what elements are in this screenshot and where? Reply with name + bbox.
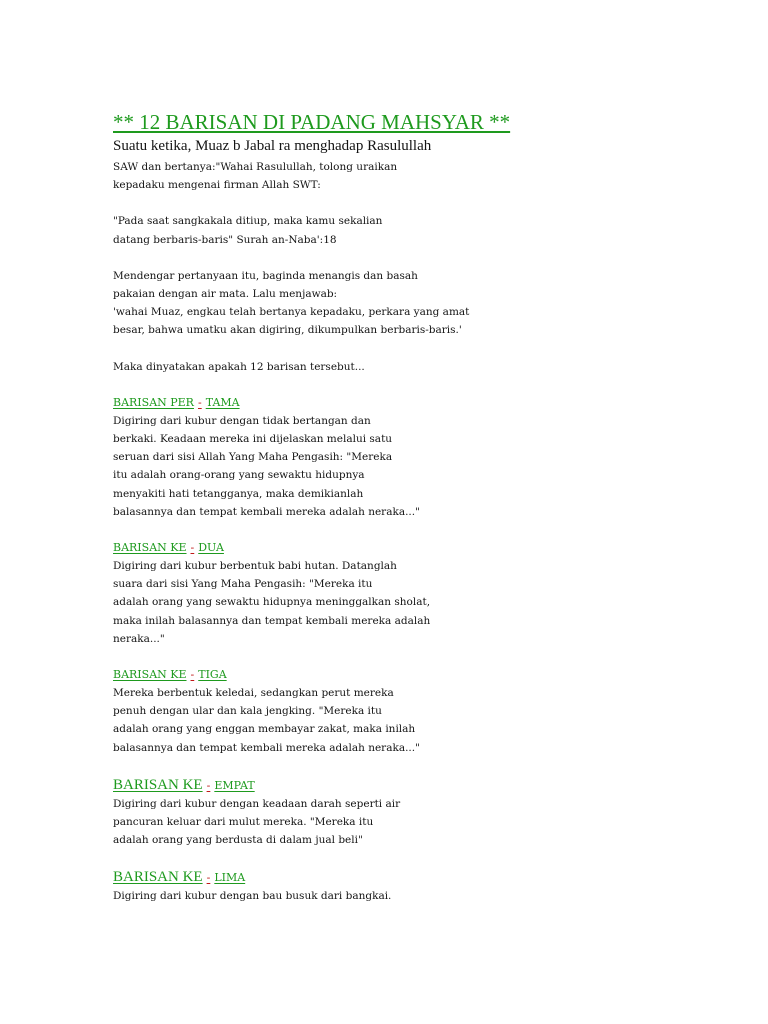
text-line: berkaki. Keadaan mereka ini dijelaskan melalui satu	[113, 433, 393, 446]
heading-dash: -	[190, 541, 195, 555]
section-barisan-4	[113, 775, 733, 850]
heading-number-link[interactable]: TIGA	[198, 668, 227, 682]
paragraph-answer	[113, 267, 733, 340]
heading-number-link[interactable]: TAMA	[205, 395, 240, 409]
section-barisan-3	[113, 666, 733, 757]
section-barisan-2	[113, 539, 733, 648]
heading-number-link[interactable]: DUA	[198, 541, 224, 555]
text-line: adalah orang yang berdusta di dalam jual beli"	[113, 834, 363, 847]
document-body	[113, 110, 733, 906]
text-line: seruan dari sisi Allah Yang Maha Pengasih: "Mereka	[113, 451, 393, 464]
text-line: Digiring dari kubur dengan bau busuk dari bangkai.	[113, 890, 392, 903]
text-line: itu adalah orang-orang yang sewaktu hidupnya	[113, 469, 365, 482]
text-line: penuh dengan ular dan kala jengking. "Mereka itu	[113, 705, 382, 718]
heading-word-link[interactable]: BARISAN PER	[113, 395, 194, 409]
text-line: SAW dan bertanya:"Wahai Rasulullah, tolong uraikan	[113, 161, 398, 173]
section-heading	[113, 539, 733, 557]
heading-dash: -	[197, 395, 202, 409]
text-line: "Pada saat sangkakala ditiup, maka kamu sekalian	[113, 215, 383, 228]
text-line: neraka..."	[113, 632, 165, 645]
paragraph-verse	[113, 212, 733, 248]
section-barisan-1	[113, 394, 733, 521]
heading-word-link[interactable]: BARISAN KE	[113, 541, 187, 555]
paragraph-intro-list	[113, 358, 733, 376]
heading-dash: -	[206, 778, 211, 792]
section-heading	[113, 775, 733, 795]
section-heading	[113, 394, 733, 412]
text-line: datang berbaris-baris" Surah an-Naba':18	[113, 233, 337, 246]
text-line: Mendengar pertanyaan itu, baginda menangis dan basah	[113, 269, 418, 282]
heading-word-link[interactable]: BARISAN KE	[113, 869, 203, 886]
heading-dash: -	[206, 871, 211, 885]
text-line: balasannya dan tempat kembali mereka adalah neraka..."	[113, 741, 420, 754]
text-line: besar, bahwa umatku akan digiring, dikumpulkan berbaris-baris.'	[113, 324, 462, 337]
heading-word-link[interactable]: BARISAN KE	[113, 668, 187, 682]
section-barisan-5	[113, 867, 733, 905]
heading-number-link[interactable]: LIMA	[214, 871, 246, 885]
text-line: menyakiti hati tetangganya, maka demikianlah	[113, 487, 364, 500]
text-line: Mereka berbentuk keledai, sedangkan perut mereka	[113, 687, 394, 700]
text-line: balasannya dan tempat kembali mereka adalah neraka..."	[113, 505, 420, 518]
text-line: suara dari sisi Yang Maha Pengasih: "Mereka itu	[113, 578, 373, 591]
text-line: adalah orang yang enggan membayar zakat, maka inilah	[113, 723, 416, 736]
intro-line: Suatu ketika, Muaz b Jabal ra menghadap Rasulullah	[113, 138, 432, 154]
heading-number-link[interactable]: EMPAT	[214, 778, 255, 792]
section-heading	[113, 867, 733, 887]
text-line: Maka dinyatakan apakah 12 barisan tersebut...	[113, 360, 365, 373]
page-title: ** 12 BARISAN DI PADANG MAHSYAR **	[113, 110, 511, 134]
paragraph-question	[113, 158, 733, 194]
text-line: kepadaku mengenai firman Allah SWT:	[113, 179, 321, 192]
text-line: maka inilah balasannya dan tempat kembali mereka adalah	[113, 614, 431, 627]
text-line: pakaian dengan air mata. Lalu menjawab:	[113, 288, 338, 301]
section-heading	[113, 666, 733, 684]
text-line: Digiring dari kubur dengan keadaan darah seperti air	[113, 797, 401, 810]
text-line: pancuran keluar dari mulut mereka. "Mereka itu	[113, 816, 374, 829]
text-line: Digiring dari kubur berbentuk babi hutan. Datanglah	[113, 560, 397, 573]
text-line: Digiring dari kubur dengan tidak bertangan dan	[113, 414, 371, 427]
heading-dash: -	[190, 668, 195, 682]
text-line: adalah orang yang sewaktu hidupnya meninggalkan sholat,	[113, 596, 431, 609]
text-line: 'wahai Muaz, engkau telah bertanya kepadaku, perkara yang amat	[113, 306, 470, 319]
heading-word-link[interactable]: BARISAN KE	[113, 776, 203, 793]
